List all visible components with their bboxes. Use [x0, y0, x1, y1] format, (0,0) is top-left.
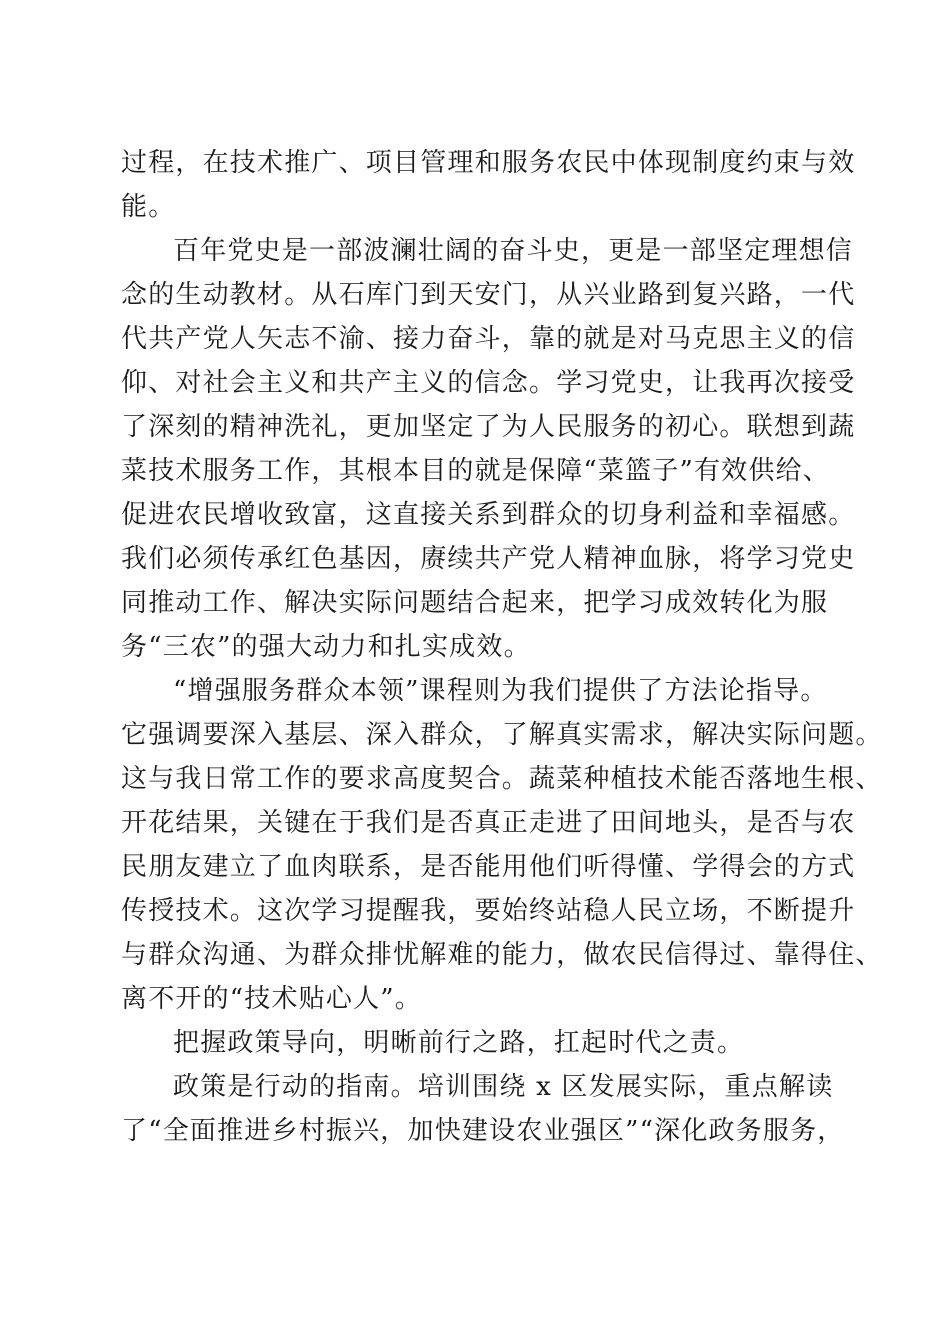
text-line: 代共产党人矢志不渝、接力奋斗，靠的就是对马克思主义的信	[121, 324, 856, 354]
text-line: 仰、对社会主义和共产主义的信念。学习党史，让我再次接受	[121, 368, 856, 398]
text-line: 了深刻的精神洗礼，更加坚定了为人民服务的初心。联想到蔬	[121, 412, 856, 442]
text-line: 了“全面推进乡村振兴，加快建设农业强区”“深化政务服务，	[121, 1116, 845, 1146]
text-line: 促进农民增收致富，这直接关系到群众的切身利益和幸福感。	[121, 500, 856, 530]
text-line: 过程，在技术推广、项目管理和服务农民中体现制度约束与效	[121, 148, 856, 178]
text-line: 它强调要深入基层、深入群众，了解真实需求，解决实际问题。	[121, 720, 883, 750]
text-line: 民朋友建立了血肉联系，是否能用他们听得懂、学得会的方式	[121, 852, 856, 882]
text-line: 务“三农”的强大动力和扎实成效。	[121, 632, 531, 662]
text-line: 与群众沟通、为群众排忧解难的能力，做农民信得过、靠得住、	[121, 940, 883, 970]
paragraph-start-line: 百年党史是一部波澜壮阔的奋斗史，更是一部坚定理想信	[173, 236, 854, 266]
text-line: 这与我日常工作的要求高度契合。蔬菜种植技术能否落地生根、	[121, 764, 883, 794]
paragraph-start-line: “增强服务群众本领”课程则为我们提供了方法论指导。	[173, 676, 828, 706]
paragraph-start-line: 政策是行动的指南。培训围绕 x 区发展实际，重点解读	[173, 1072, 834, 1102]
text-line: 开花结果，关键在于我们是否真正走进了田间地头，是否与农	[121, 808, 856, 838]
section-heading-line: 把握政策导向，明晰前行之路，扛起时代之责。	[173, 1028, 745, 1058]
text-line: 念的生动教材。从石库门到天安门，从兴业路到复兴路，一代	[121, 280, 856, 310]
text-line: 同推动工作、解决实际问题结合起来，把学习成效转化为服	[121, 588, 829, 618]
text-line: 传授技术。这次学习提醒我，要始终站稳人民立场，不断提升	[121, 896, 856, 926]
text-line: 能。	[121, 192, 176, 222]
text-line: 离不开的“技术贴心人”。	[121, 984, 422, 1014]
text-line: 菜技术服务工作，其根本目的就是保障“菜篮子”有效供给、	[121, 456, 830, 486]
text-line: 我们必须传承红色基因，赓续共产党人精神血脉，将学习党史	[121, 544, 856, 574]
